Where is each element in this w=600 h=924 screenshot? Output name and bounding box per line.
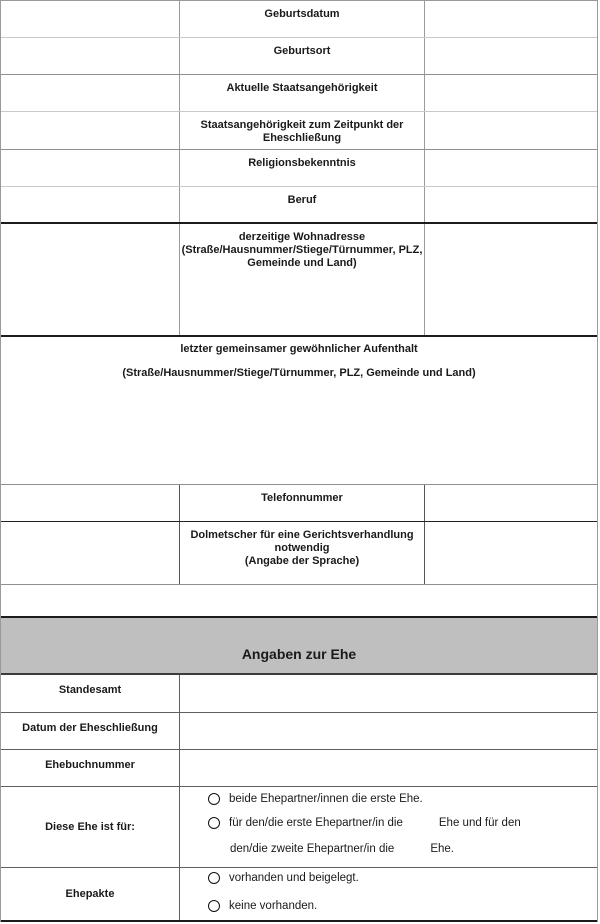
letzter-aufenthalt-hint: (Straße/Hausnummer/Stiege/Türnummer, PLZ, Gemeinde und Land) [122,367,476,379]
religionsbekenntnis-value-cell[interactable] [425,150,597,186]
label-beruf: Beruf [180,187,425,222]
staatsangehoerigkeit-eheschliessung-value-cell[interactable] [425,112,597,149]
row-geburtsdatum [1,1,597,38]
row-staatsangehoerigkeit-eheschliessung [1,112,597,150]
label-datum-eheschliessung: Datum der Eheschließung [1,713,180,749]
standesamt-value-cell[interactable] [180,675,597,712]
option-ehepakte-keine[interactable] [208,899,597,913]
wohnadresse-hint: (Straße/Hausnummer/Stiege/Türnummer, PLZ, Gemeinde und Land) [181,244,423,269]
label-dolmetscher [180,522,425,584]
beruf-value-cell[interactable] [425,187,597,222]
letzter-aufenthalt-cell[interactable] [1,337,597,484]
label-staatsangehoerigkeit-aktuell: Aktuelle Staatsangehörigkeit [180,75,425,111]
row-letzter-gemeinsamer-aufenthalt [1,337,597,485]
row-geburtsort [1,38,597,75]
religionsbekenntnis-left-cell[interactable] [1,150,180,186]
row-telefonnummer [1,485,597,522]
option-ehe-nummeriert-l1b: Ehe und für den [438,817,521,829]
label-geburtsdatum: Geburtsdatum [180,1,425,37]
row-datum-eheschliessung [1,713,597,750]
beruf-left-cell[interactable] [1,187,180,222]
ehebuchnummer-value-cell[interactable] [180,750,597,786]
label-geburtsort: Geburtsort [180,38,425,74]
row-standesamt [1,675,597,713]
option-ehe-nummeriert[interactable] [208,816,597,830]
label-derzeitige-wohnadresse [180,224,425,335]
row-ehebuchnummer [1,750,597,787]
option-ehepakte-vorhanden[interactable] [208,871,597,885]
row-dolmetscher [1,522,597,585]
telefonnummer-left-cell[interactable] [1,485,180,521]
option-erste-ehe-beide[interactable] [208,792,597,806]
label-diese-ehe-ist-fuer: Diese Ehe ist für: [1,787,180,867]
wohnadresse-title: derzeitige Wohnadresse [238,231,366,243]
label-religionsbekenntnis: Religionsbekenntnis [180,150,425,186]
row-derzeitige-wohnadresse [1,224,597,337]
geburtsdatum-left-cell[interactable] [1,1,180,37]
label-ehepakte: Ehepakte [1,868,180,920]
telefonnummer-value-cell[interactable] [425,485,597,521]
dolmetscher-title: Dolmetscher für eine Gerichtsverhandlung notwendig [190,529,414,554]
option-erste-ehe-beide-label: beide Ehepartner/innen die erste Ehe. [229,793,423,805]
option-ehe-nummeriert-l2b: Ehe. [430,843,454,855]
dolmetscher-value-cell[interactable] [425,522,597,584]
label-ehebuchnummer: Ehebuchnummer [1,750,180,786]
option-ehe-nummeriert-line1 [229,816,521,830]
row-staatsangehoerigkeit-aktuell [1,75,597,112]
staatsangehoerigkeit-eheschliessung-left-cell[interactable] [1,112,180,149]
dolmetscher-hint: (Angabe der Sprache) [244,555,360,567]
option-ehe-nummeriert-l2a: den/die zweite Ehepartner/in die [230,843,395,855]
staatsangehoerigkeit-aktuell-value-cell[interactable] [425,75,597,111]
label-staatsangehoerigkeit-eheschliessung: Staatsangehörigkeit zum Zeitpunkt der Eheschließung [180,112,425,149]
radio-ehepakte-keine-icon[interactable] [208,900,220,912]
section-title: Angaben zur Ehe [1,618,597,673]
dolmetscher-left-cell[interactable] [1,522,180,584]
radio-erste-ehe-beide-icon[interactable] [208,793,220,805]
diese-ehe-options [180,787,597,867]
row-beruf [1,187,597,224]
geburtsort-value-cell[interactable] [425,38,597,74]
option-ehe-nummeriert-line2 [230,842,597,856]
radio-ehepakte-vorhanden-icon[interactable] [208,872,220,884]
label-telefonnummer: Telefonnummer [180,485,425,521]
wohnadresse-left-cell[interactable] [1,224,180,335]
ehepakte-options [180,868,597,920]
radio-ehe-nummeriert-icon[interactable] [208,817,220,829]
option-ehepakte-keine-label: keine vorhanden. [229,900,318,912]
row-spacer [1,585,597,618]
section-header-angaben-zur-ehe [1,618,597,675]
spacer-cell [1,585,597,616]
geburtsdatum-value-cell[interactable] [425,1,597,37]
option-ehepakte-vorhanden-label: vorhanden und beigelegt. [229,872,359,884]
letzter-aufenthalt-title: letzter gemeinsamer gewöhnlicher Aufenthalt [180,343,418,355]
row-religionsbekenntnis [1,150,597,187]
option-ehe-nummeriert-l1a: für den/die erste Ehepartner/in die [229,817,403,829]
staatsangehoerigkeit-aktuell-left-cell[interactable] [1,75,180,111]
row-ehepakte [1,868,597,922]
row-diese-ehe-ist-fuer [1,787,597,868]
wohnadresse-value-cell[interactable] [425,224,597,335]
label-standesamt: Standesamt [1,675,180,712]
datum-eheschliessung-value-cell[interactable] [180,713,597,749]
geburtsort-left-cell[interactable] [1,38,180,74]
